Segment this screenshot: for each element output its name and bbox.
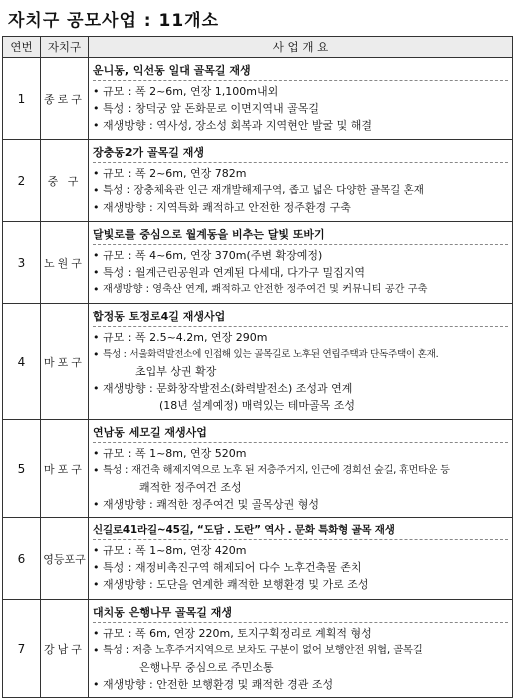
- row-district: 영등포구: [41, 518, 89, 600]
- direction-line: 재생방향 : 안전한 보행환경 및 쾌적한 경관 조성: [103, 678, 334, 691]
- row-district: 강남구: [41, 600, 89, 698]
- scale-line: 규모 : 폭 1~8m, 연장 520m: [103, 447, 247, 460]
- feature-line: 특성 : 창덕궁 앞 돈화문로 이면지역내 골목길: [103, 102, 319, 115]
- scale-line: 규모 : 폭 6m, 연장 220m, 토지구획정리로 계획적 형성: [103, 627, 372, 640]
- direction-line: 재생방향 : 도단을 연계한 쾌적한 보행환경 및 가로 조성: [103, 578, 369, 591]
- row-number: 3: [3, 222, 41, 304]
- project-name: 합정동 토정로4길 재생사업: [93, 310, 226, 323]
- row-number: 4: [3, 304, 41, 420]
- project-name: 장충동2가 골목길 재생: [93, 146, 204, 159]
- row-number: 5: [3, 420, 41, 518]
- direction-line: 재생방향 : 쾌적한 정주여건 및 골목상권 형성: [103, 498, 319, 511]
- scale-line: 규모 : 폭 2~6m, 연장 1,100m내외: [103, 85, 279, 98]
- table-row: [3, 420, 513, 518]
- project-name: 달빛로를 중심으로 월계동을 비추는 달빛 또바기: [93, 228, 325, 241]
- feature-line-cont: 초입부 상권 확장: [135, 365, 217, 378]
- header-overview: 사 업 개 요: [89, 37, 513, 58]
- direction-line: 재생방향 : 문화창작발전소(화력발전소) 조성과 연계: [103, 382, 353, 395]
- feature-line-cont: 쾌적한 정주여건 조성: [139, 481, 242, 494]
- feature-line: 특성 : 월계근린공원과 연계된 다세대, 다가구 밀집지역: [103, 266, 365, 279]
- feature-line: 특성 : 재건축 해제지역으로 노후 된 저층주거지, 인근에 경희선 숲길, 휴먼타운 등: [103, 465, 450, 476]
- direction-line-cont: (18년 설계예정) 매력있는 테마골목 조성: [159, 399, 355, 412]
- direction-line: 재생방향 : 영축산 연계, 쾌적하고 안전한 정주여건 및 커뮤니티 공간 구축: [103, 284, 428, 295]
- projects-table: [2, 36, 513, 698]
- scale-line: 규모 : 폭 4~6m, 연장 370m(주변 확장예정): [103, 249, 323, 262]
- header-no: 연번: [3, 37, 41, 58]
- project-name: 대치동 은행나무 골목길 재생: [93, 606, 232, 619]
- row-overview: 연남동 세모길 재생사업 • 규모 : 폭 1~8m, 연장 520m • 특성 : 재건축 해제지역으로 노후 된 저층주거지, 인근에 경희선 숲길, 휴먼타운 등 쾌적한 정주여건 조성 • 재생방향 : 쾌적한 정주여건 및 골목상권 형성: [89, 420, 513, 518]
- direction-line: 재생방향 : 역사성, 장소성 회복과 지역현안 발굴 및 해결: [103, 119, 372, 132]
- project-name: 연남동 세모길 재생사업: [93, 426, 207, 439]
- table-row: [3, 600, 513, 698]
- row-district: 마포구: [41, 304, 89, 420]
- project-name: 신길로41라길~45길, “도담 . 도란” 역사 . 문화 특화형 골목 재생: [93, 524, 395, 536]
- row-district: 종로구: [41, 58, 89, 140]
- page-title: 자치구 공모사업 : 11개소: [8, 11, 220, 31]
- direction-line: 재생방향 : 지역특화 쾌적하고 안전한 정주환경 구축: [103, 201, 351, 214]
- table-row: [3, 140, 513, 222]
- row-district: 마포구: [41, 420, 89, 518]
- scale-line: 규모 : 폭 2.5~4.2m, 연장 290m: [103, 331, 268, 344]
- row-overview: 합정동 토정로4길 재생사업 • 규모 : 폭 2.5~4.2m, 연장 290m • 특성 : 서울화력발전소에 인접해 있는 골목길로 노후된 연립주택과 단독주택이 혼재. 초입부 상권 확장 • 재생방향 : 문화창작발전소(화력발전소) 조성과 연계 (18년 설계예정) 매력있는 테마골목 조성: [89, 304, 513, 420]
- project-name: 운니동, 익선동 일대 골목길 재생: [93, 64, 251, 77]
- row-overview: 운니동, 익선동 일대 골목길 재생 • 규모 : 폭 2~6m, 연장 1,100m내외 • 특성 : 창덕궁 앞 돈화문로 이면지역내 골목길 • 재생방향 : 역사성, 장소성 회복과 지역현안 발굴 및 해결: [89, 58, 513, 140]
- table-row: [3, 518, 513, 600]
- table-row: [3, 222, 513, 304]
- feature-line: 특성 : 서울화력발전소에 인접해 있는 골목길로 노후된 연립주택과 단독주택이 혼재.: [103, 349, 439, 360]
- row-number: 7: [3, 600, 41, 698]
- table-header-row: [3, 37, 513, 58]
- header-district: 자치구: [41, 37, 89, 58]
- row-number: 6: [3, 518, 41, 600]
- table-row: [3, 58, 513, 140]
- row-district: 중 구: [41, 140, 89, 222]
- row-overview: 대치동 은행나무 골목길 재생 • 규모 : 폭 6m, 연장 220m, 토지구획정리로 계획적 형성 • 특성 : 저층 노후주거지역으로 보차도 구분이 없어 보행안전 위협, 골목길 은행나무 중심으로 주민소통 • 재생방향 : 안전한 보행환경 및 쾌적한 경관 조성: [89, 600, 513, 698]
- feature-line: 특성 : 저층 노후주거지역으로 보차도 구분이 없어 보행안전 위협, 골목길: [103, 644, 423, 656]
- row-number: 1: [3, 58, 41, 140]
- table-row: [3, 304, 513, 420]
- feature-line: 특성 : 장충체육관 인근 재개발해제구역, 좁고 넓은 다양한 골목길 혼재: [103, 184, 424, 196]
- feature-line: 특성 : 재정비촉진구역 해제되어 다수 노후건축물 존치: [103, 561, 362, 574]
- row-overview: 장충동2가 골목길 재생 • 규모 : 폭 2~6m, 연장 782m • 특성 : 장충체육관 인근 재개발해제구역, 좁고 넓은 다양한 골목길 혼재 • 재생방향 : 지역특화 쾌적하고 안전한 정주환경 구축: [89, 140, 513, 222]
- feature-line-cont: 은행나무 중심으로 주민소통: [139, 661, 274, 674]
- scale-line: 규모 : 폭 2~6m, 연장 782m: [103, 167, 247, 180]
- row-number: 2: [3, 140, 41, 222]
- scale-line: 규모 : 폭 1~8m, 연장 420m: [103, 544, 247, 557]
- row-overview: 달빛로를 중심으로 월계동을 비추는 달빛 또바기 • 규모 : 폭 4~6m, 연장 370m(주변 확장예정) • 특성 : 월계근린공원과 연계된 다세대, 다가구 밀집지역 • 재생방향 : 영축산 연계, 쾌적하고 안전한 정주여건 및 커뮤니티 공간 구축: [89, 222, 513, 304]
- row-overview: 신길로41라길~45길, “도담 . 도란” 역사 . 문화 특화형 골목 재생 • 규모 : 폭 1~8m, 연장 420m • 특성 : 재정비촉진구역 해제되어 다수 노후건축물 존치 • 재생방향 : 도단을 연계한 쾌적한 보행환경 및 가로 조성: [89, 518, 513, 600]
- row-district: 노원구: [41, 222, 89, 304]
